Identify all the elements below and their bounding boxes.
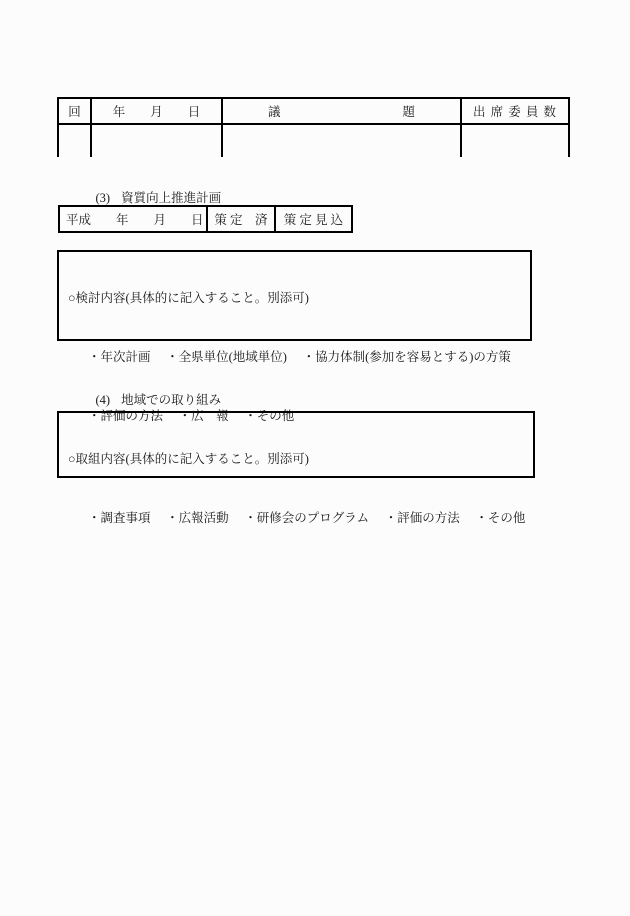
section-3-title: 資質向上推進計画	[121, 191, 222, 205]
header-agenda-right: 題	[402, 105, 415, 119]
meeting-log-table	[57, 97, 570, 157]
activity-box-heading: ○取組内容(具体的に記入すること。別添可)	[68, 452, 309, 466]
plan-status-table	[58, 205, 353, 233]
activity-box-items-1: ・調査事項 ・広報活動 ・研修会のプログラム ・評価の方法 ・その他	[88, 511, 526, 525]
cell-date	[92, 125, 223, 157]
review-box-heading: ○検討内容(具体的に記入すること。別添可)	[68, 291, 309, 305]
plan-date-cell: 平成 年 月 日	[60, 207, 208, 231]
meeting-table-empty-row	[59, 125, 568, 157]
review-box-items-2: ・評価の方法 ・広 報 ・その他	[88, 409, 295, 423]
cell-attendee-count	[462, 125, 568, 157]
header-attendee-count: 出 席 委 員 数	[472, 105, 557, 119]
section-3-number: (3)	[95, 191, 111, 205]
section-4-title: 地域での取り組み	[121, 393, 222, 407]
header-date: 年 月 日	[92, 99, 223, 123]
cell-agenda	[223, 125, 462, 157]
plan-formulated-cell: 策 定 済	[208, 207, 276, 231]
section-3-heading	[83, 176, 222, 205]
header-agenda-left: 議	[268, 105, 281, 119]
section-4-number: (4)	[95, 393, 111, 407]
section-4-heading	[83, 378, 222, 407]
cell-round	[59, 125, 92, 157]
plan-expected-cell: 策 定 見 込	[283, 213, 344, 227]
header-agenda	[223, 99, 462, 123]
meeting-table-header-row	[59, 99, 568, 125]
activity-content-box	[57, 411, 535, 525]
header-round: 回	[59, 99, 92, 123]
review-box-items-1: ・年次計画 ・全県単位(地域単位) ・協力体制(参加を容易とする)の方策	[88, 350, 511, 364]
